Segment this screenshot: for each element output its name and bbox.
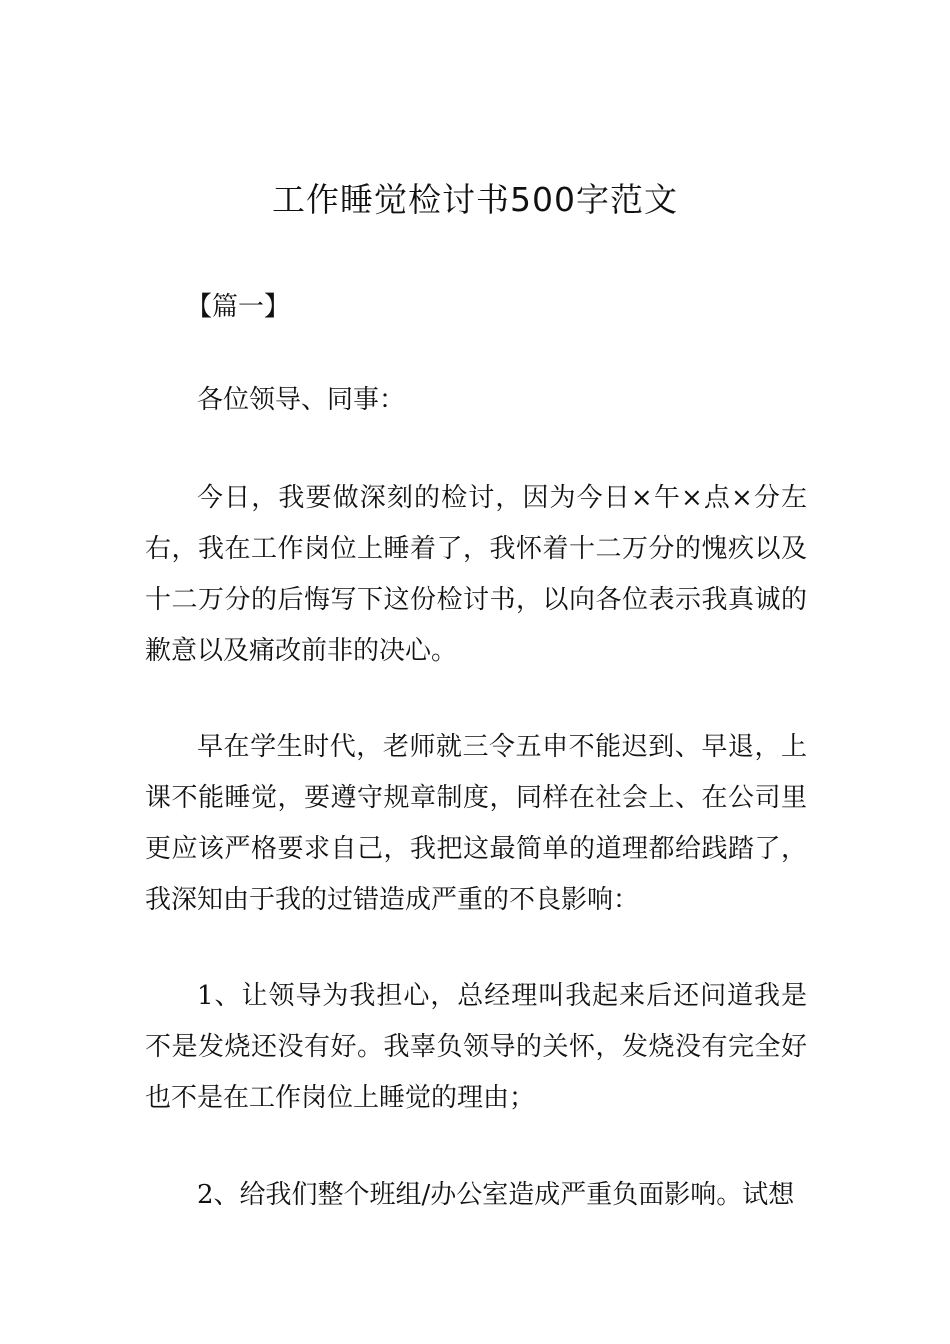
- document-title: 工作睡觉检讨书500字范文: [272, 180, 678, 219]
- paragraph-3: 1、让领导为我担心，总经理叫我起来后还问道我是不是发烧还没有好。我辜负领导的关怀，发烧没有完全好也不是在工作岗位上睡觉的理由；: [145, 981, 807, 1113]
- paragraph-4: 2、给我们整个班组/办公室造成严重负面影响。试想: [197, 1180, 795, 1210]
- section-label: 【篇一】: [186, 292, 291, 322]
- greeting: 各位领导、同事：: [197, 385, 406, 415]
- paragraph-2: 早在学生时代，老师就三令五申不能迟到、早退，上课不能睡觉，要遵守规章制度，同样在社会上、在公司里更应该严格要求自己，我把这最简单的道理都给践踏了，我深知由于我的过错造成严重的不良影响：: [145, 732, 807, 915]
- paragraph-1: 今日，我要做深刻的检讨，因为今日×午×点×分左右，我在工作岗位上睡着了，我怀着十二万分的愧疚以及十二万分的后悔写下这份检讨书，以向各位表示我真诚的歉意以及痛改前非的决心。: [145, 483, 807, 666]
